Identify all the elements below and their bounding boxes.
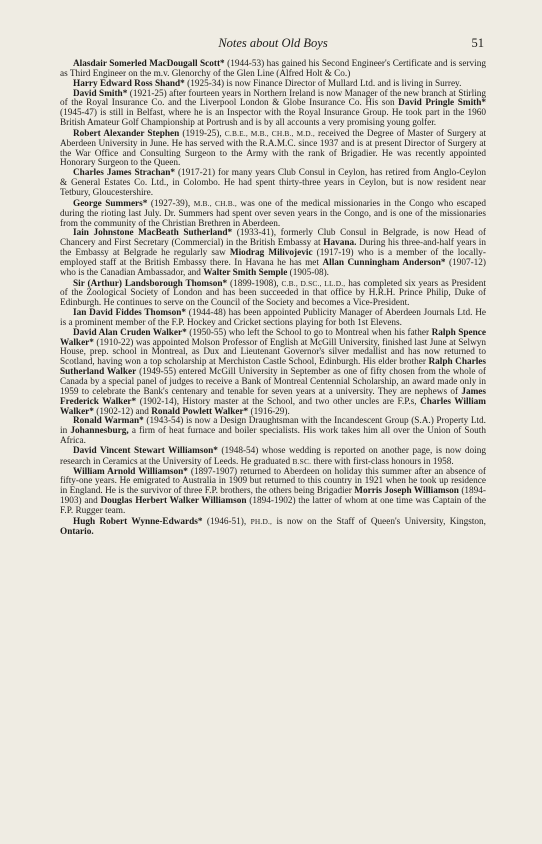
entry-text: (1894-1903) and — [60, 486, 486, 507]
degree-abbrev: C.B., D.SC., LL.D., — [281, 278, 346, 288]
entry-text: (1902-12) and — [93, 406, 152, 417]
entry-text: (1950-55) who left the School to go to Montreal when his father — [186, 327, 432, 338]
entry-text: (1927-39), — [147, 198, 194, 209]
entry-text: was one of the medical missionaries in the Congo who escaped during the rioting last July. Dr. Summers had spent over seven years in the Congo, and is one of the missionaries from the community of the Christian Brethren in Aberdeen. — [60, 198, 487, 229]
person-name: David Smith* — [73, 88, 128, 99]
person-name: Morris Joseph Williamson — [354, 486, 459, 497]
entry-paragraph — [60, 517, 486, 538]
page-header — [60, 34, 486, 56]
person-name: Iain Johnstone MacBeath Sutherland* — [73, 228, 233, 239]
page-number: 51 — [471, 36, 484, 50]
entry-text: there with first-class honours in 1958. — [311, 456, 454, 467]
entry-text: (1945-47) is still in Belfast, where he is an Inspector with the Royal Insurance Group. He took part in the 1960 British Amateur Golf Championship at Portrush and is by all accounts a very promising young golfer. — [60, 108, 486, 129]
person-name: Alasdair Somerled MacDougall Scott* — [73, 59, 225, 69]
entry-text: (1902-14), History master at the School, and two other uncles are F.P.s, — [136, 396, 421, 407]
entry-text: is now on the Staff of Queen's University, Kingston, — [272, 516, 486, 527]
old-boys-notes — [60, 60, 486, 538]
person-name: David Pringle Smith* — [398, 98, 486, 109]
entry-text: (1916-29). — [248, 406, 290, 417]
entry-text: (1897-1907) returned to Aberdeen on holiday this summer after an absence of fifty-one years. He emigrated to Australia in 1909 but returned to this country in 1921 when he took up residence in England. He is the survivor of three F.P. brothers, the others being Brigadier — [60, 466, 486, 497]
entry-text: (1917-19) who is a member of the locally-employed staff at the British Embassy there. In Havana he has met — [60, 248, 486, 268]
person-name: James Frederick Walker* — [60, 386, 486, 407]
person-name: Hugh Robert Wynne-Edwards* — [73, 516, 203, 527]
person-name: Allan Cunningham Anderson* — [322, 257, 446, 268]
person-name: Ontario. — [60, 526, 94, 537]
entry-paragraph — [60, 279, 486, 310]
entry-text: (1949-55) entered McGill University in September as one of fifty chosen from the whole of Canada by a special panel of judges to receive a Bank of Montreal Centennial Scholarship, an award made only in 1959 to celebrate the Bank's centenary and tenable for seven years at a university. They are nephews of — [60, 367, 486, 397]
entry-paragraph — [60, 417, 486, 447]
entry-text: (1944-53) has gained his Second Engineer's Certificate and is serving as Third Engineer on the m.v. Glenorchy of the Glen Line (Alfred Holt & Co.) — [60, 59, 486, 79]
entry-paragraph — [60, 60, 486, 80]
entry-text: (1921-25) after fourteen years in Northern Ireland is now Manager of the new branch at Stirling of the Royal Insurance Co. and the Liverpool London & Globe Insurance Co. His son — [60, 88, 487, 109]
person-name: Douglas Herbert Walker Williamson — [100, 496, 247, 507]
degree-abbrev: C.B.E., M.B., CH.B., M.D., — [224, 128, 315, 138]
person-name: Robert Alexander Stephen — [73, 128, 180, 139]
entry-text: (1917-21) for many years Club Consul in Ceylon, has retired from Anglo-Ceylon & General Estates Co. Ltd., in Colombo. He had spent thirty-three years in Ceylon, but is now resident near Tetbury, Gloucestershire. — [60, 168, 486, 198]
entry-paragraph — [60, 447, 486, 468]
entry-text: a firm of heat furnace and boiler specialists. His work takes him all over the Union of South Africa. — [60, 426, 486, 447]
entry-paragraph — [60, 309, 486, 329]
person-name: Charles James Strachan* — [73, 168, 176, 179]
person-name: Havana. — [323, 238, 357, 249]
entry-text: (1943-54) is now a Design Draughtsman with the Incandescent Group (S.A.) Property Ltd. in — [60, 416, 486, 437]
person-name: David Vincent Stewart Williamson* — [73, 445, 218, 456]
entry-text: (1919-25), — [179, 128, 225, 139]
person-name: William Arnold Williamson* — [73, 466, 188, 477]
person-name: Walter Smith Semple — [203, 267, 288, 278]
entry-paragraph — [60, 329, 486, 418]
entry-paragraph — [60, 199, 486, 230]
entry-paragraph — [60, 468, 486, 517]
person-name: Sir (Arthur) Landsborough Thomson* — [73, 278, 228, 289]
entry-text: (1907-12) who is the Canadian Ambassador, and — [60, 257, 486, 278]
entry-text: (1933-41), formerly Club Consul in Belgrade, is now Head of Chancery and First Secretary (Commercial) in the British Embassy at — [60, 228, 487, 249]
degree-abbrev: M.B., CH.B., — [193, 198, 237, 208]
entry-paragraph — [60, 129, 486, 169]
entry-text: has completed six years as President of the Zoological Society of London and has been succeeded in that office by H.R.H. Prince Philip, Duke of Edinburgh. He continues to serve on the Council of the Society and becomes a Vice-President. — [60, 278, 486, 309]
entry-text: (1948-54) whose wedding is reported on another page, is now doing research in Ceramics at the University of Leeds. He graduated — [60, 445, 486, 467]
entry-text: (1894-1902) the latter of whom at one time was Captain of the F.P. Rugger team. — [60, 496, 487, 516]
entry-text: (1946-51), — [202, 516, 251, 527]
person-name: Ronald Warman* — [73, 416, 144, 427]
person-name: David Alan Cruden Walker* — [73, 327, 187, 338]
person-name: Ralph Charles Sutherland Walker — [60, 357, 486, 378]
entry-paragraph — [60, 229, 486, 278]
entry-text: During his three-and-half years in the Embassy at Belgrade he regularly saw — [60, 238, 486, 259]
person-name: Ian David Fiddes Thomson* — [73, 308, 187, 319]
person-name: George Summers* — [73, 198, 148, 209]
entry-paragraph — [60, 169, 486, 199]
person-name: Ralph Spence Walker* — [60, 327, 487, 348]
person-name: Miodrag Milivojevic — [229, 248, 313, 259]
entry-text: (1925-34) is now Finance Director of Mullard Ltd. and is living in Surrey. — [184, 78, 462, 89]
degree-abbrev: B.SC. — [292, 456, 312, 466]
person-name: Johannesburg, — [70, 426, 129, 437]
entry-text: (1899-1908), — [227, 278, 282, 289]
entry-paragraph — [60, 90, 486, 129]
entry-text: (1944-48) has been appointed Publicity Manager of Aberdeen Journals Ltd. He is a prominent member of the F.P. Hockey and Cricket sections playing for both 1st Elevens. — [60, 308, 486, 328]
degree-abbrev: PH.D., — [250, 516, 273, 526]
running-head: Notes about Old Boys — [218, 36, 328, 50]
person-name: Harry Edward Ross Shand* — [73, 78, 185, 89]
person-name: Charles William Walker* — [60, 396, 487, 417]
entry-text: (1905-08). — [287, 267, 329, 278]
entry-text: (1910-22) was appointed Molson Professor of English at McGill University, finished last June at Selwyn House, prep. school in Montreal, as Dux and Lieutenant Governor's silver medallist and has now returned to Scotland, having won a top scholarship at Merchiston Castle School, Edinburgh. His elder brother — [60, 337, 486, 368]
entry-text: received the Degree of Master of Surgery at Aberdeen University in June. He has served with the R.A.M.C. since 1937 and is at present Director of Surgery at the War Office and Consulting Surgeon to the Army with the rank of Brigadier. He was recently appointed Honorary Surgeon to the Queen. — [60, 128, 487, 169]
person-name: Ronald Powlett Walker* — [151, 406, 249, 417]
